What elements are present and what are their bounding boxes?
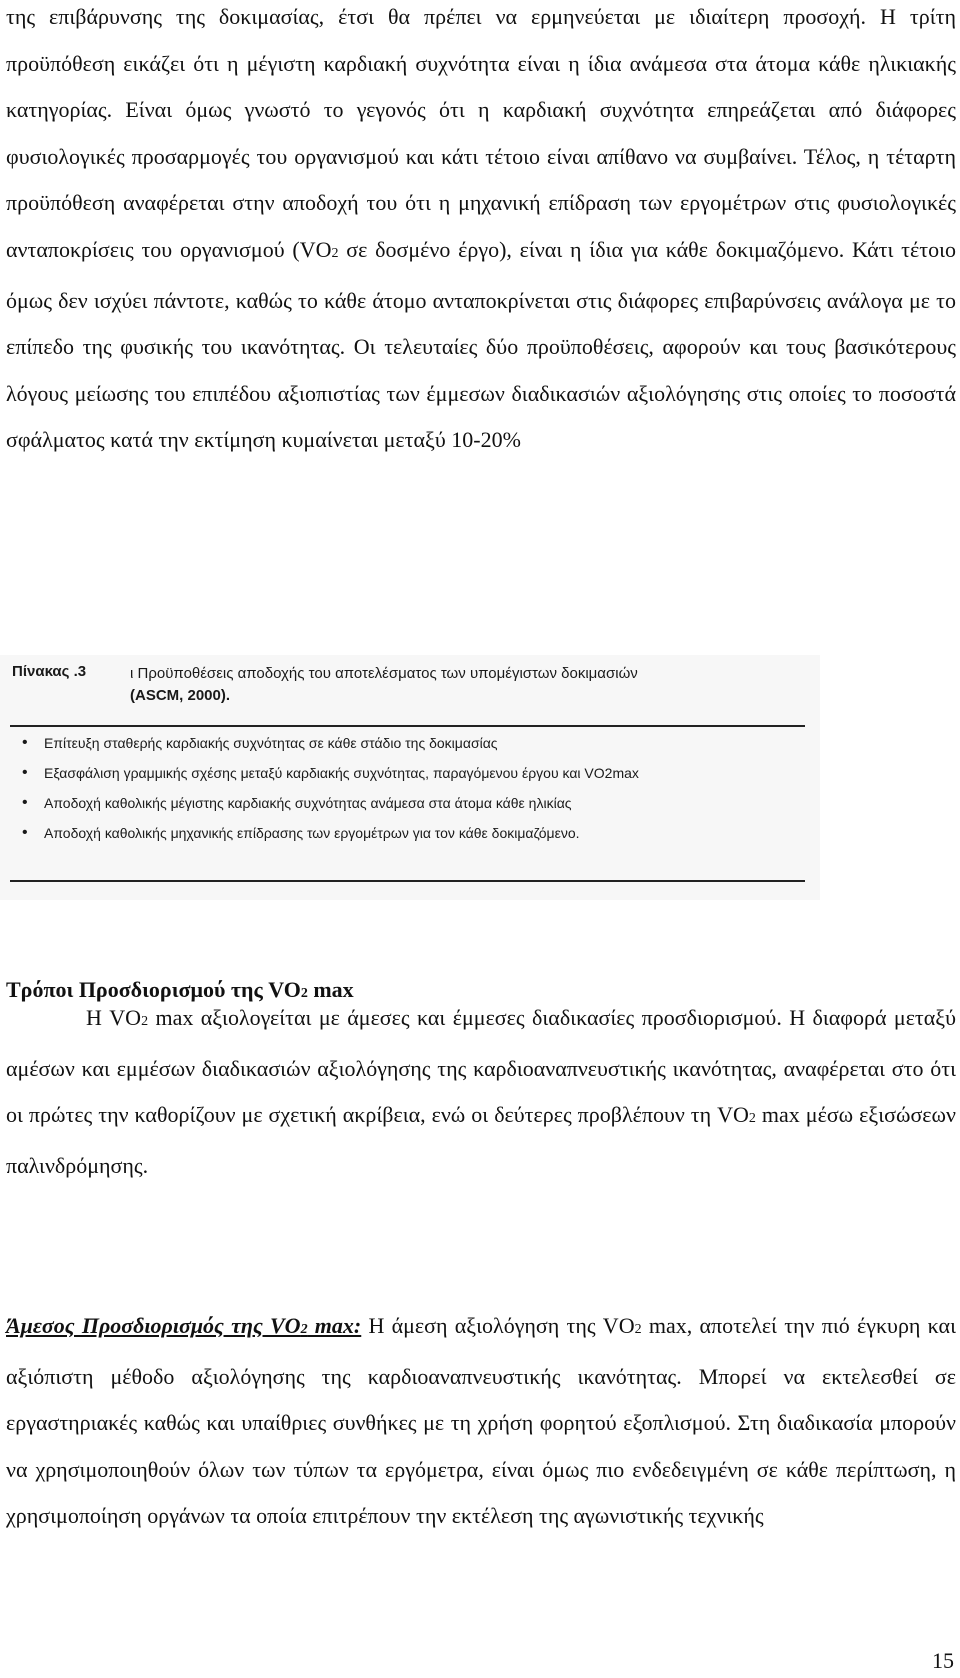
label-text-rest: max: xyxy=(307,1313,362,1338)
label-text: Άμεσος Προσδιορισμός της VO xyxy=(6,1313,301,1338)
subscript: 2 xyxy=(748,1111,756,1127)
paragraph3-label xyxy=(6,1313,361,1338)
table-title-text: Προϋποθέσεις αποδοχής του αποτελέσματος των υπομέγιστων δοκιμασιών xyxy=(137,665,638,682)
table-list-item: • Αποδοχή καθολικής μηχανικής επίδρασης των εργομέτρων για τον κάθε δοκιμαζόμενο. xyxy=(22,823,802,843)
paragraph-vo2max-methods xyxy=(6,995,956,1189)
table-list-item: • Αποδοχή καθολικής μέγιστης καρδιακής συχνότητας ανάμεσα στα άτομα κάθε ηλικίας xyxy=(22,793,802,813)
paragraph2-text: max αξιολογείται με άμεσες και έμμεσες διαδικασίες προσδιορισμού. Η διαφορά μεταξύ αμέσων και εμμέσων διαδικασιών αξιολόγησης της καρδιοαναπνευστικής ικανότητας, αναφέρεται στο ότι οι πρώτες την καθορίζουν με σχετική ακρίβεια, ενώ οι δεύτερες προβλέπουν τη VO xyxy=(6,1005,956,1128)
paragraph1-text-rest: σε δοσμένο έργο), είναι η ίδια για κάθε δοκιμαζόμενο. Κάτι τέτοιο όμως δεν ισχύει πάντοτε, καθώς το κάθε άτομο ανταποκρίνεται στις διάφορες επιβαρύνσεις ανάλογα με το επίπεδο της φυσικής του ικανότητας. Οι τελευταίες δύο προϋποθέσεις, αφορούν και τους βασικότερους λόγους μείωσης του επιπέδου αξιοπιστίας των έμμεσων διαδικασιών αξιολόγησης στις οποίες το ποσοστά σφάλματος κατά την εκτίμηση κυμαίνεται μεταξύ 10-20% xyxy=(6,236,956,453)
table-title-marker: ι xyxy=(130,665,134,682)
paragraph3-text: max, αποτελεί την πιό έγκυρη και αξιόπιστη μέθοδο αξιολόγησης της καρδιοαναπνευστικής ικανότητας. Μπορεί να εκτελεσθεί σε εργαστηριακές καθώς και υπαίθριες συνθήκες με τη χρήση φορητού εξοπλισμού. Στη διαδικασία μπορούν να χρησιμοποιηθούν όλων των τύπων τα εργόμετρα, είναι όμως πιο ενδεδειγμένη σε κάθε περίπτωση, η χρησιμοποίηση οργάνων τα οποία επιτρέπουν την εκτέλεση της αγωνιστικής τεχνικής xyxy=(6,1313,957,1529)
subscript: 2 xyxy=(300,986,308,1001)
subscript: 2 xyxy=(331,245,339,261)
paragraph-direct-method xyxy=(6,1303,956,1540)
table-source: (ASCM, 2000). xyxy=(130,687,231,704)
subscript: 2 xyxy=(141,1014,149,1029)
paragraph1-text: της επιβάρυνσης της δοκιμασίας, έτσι θα πρέπει να ερμηνεύεται με ιδιαίτερη προσοχή. Η τρίτη προϋπόθεση εικάζει ότι η μέγιστη καρδιακή συχνότητα είναι η ίδια ανάμεσα στα άτομα κάθε ηλικιακής κατηγορίας. Είναι όμως γνωστό το γεγονός ότι η καρδιακή συχνότητα επηρεάζεται από διάφορες φυσιολογικές προσαρμογές του οργανισμού και κάτι τέτοιο είναι απίθανο να συμβαίνει. Τέλος, η τέταρτη προϋπόθεση αναφέρεται στην αποδοχή του ότι η μηχανική επίδραση των εργομέτρων στις φυσιολογικές ανταποκρίσεις του οργανισμού (VO xyxy=(6,4,956,262)
table-list xyxy=(22,733,802,853)
table-list-item: • Επίτευξη σταθερής καρδιακής συχνότητας σε κάθε στάδιο της δοκιμασίας xyxy=(22,733,802,753)
heading-text: Τρόποι Προσδιορισμού της VO xyxy=(6,977,301,1002)
paragraph2-text: max μέσω εξισώσεων παλινδρόμησης. xyxy=(6,1102,956,1178)
table-bottom-rule xyxy=(10,880,805,882)
heading-text-rest: max xyxy=(307,977,354,1002)
paragraph2-text: Η VO xyxy=(86,1005,142,1030)
page-number: 15 xyxy=(932,1648,954,1673)
table-list-item: • Εξασφάλιση γραμμικής σχέσης μεταξύ καρδιακής συχνότητας, παραγόμενου έργου και VO2max xyxy=(22,763,802,783)
table-title xyxy=(130,663,810,707)
table-3-image xyxy=(0,655,820,900)
table-caption: Πίνακας .3 xyxy=(12,663,87,680)
subscript: 2 xyxy=(300,1322,308,1337)
table-top-rule xyxy=(10,725,805,727)
paragraph3-text: Η άμεση αξιολόγηση της VO xyxy=(361,1313,635,1338)
subscript: 2 xyxy=(634,1322,642,1337)
paragraph-prerequisites xyxy=(6,0,956,464)
